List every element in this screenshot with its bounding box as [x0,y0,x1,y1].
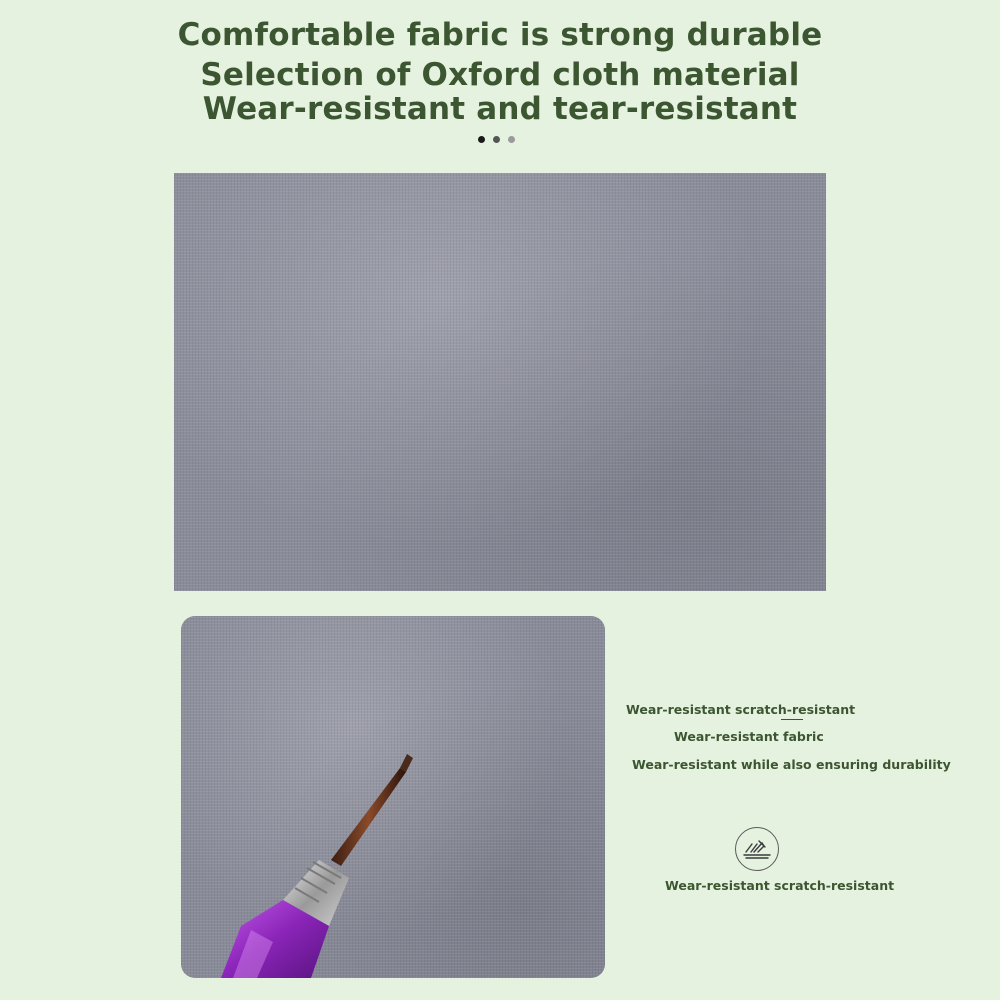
fabric-screwdriver-image [181,616,605,978]
feature-underline [781,719,803,720]
carousel-dot-1[interactable] [478,136,485,143]
badge-caption: Wear-resistant scratch-resistant [665,878,895,893]
feature-durability: Wear-resistant while also ensuring durability [632,757,951,772]
feature-fabric: Wear-resistant fabric [674,729,824,744]
carousel-dot-2[interactable] [493,136,500,143]
headline-line-3: Wear-resistant and tear-resistant [202,91,798,127]
fabric-texture-image [174,173,826,591]
headline-line-1: Comfortable fabric is strong durable [177,17,823,53]
carousel-dot-3[interactable] [508,136,515,143]
headline-line-2: Selection of Oxford cloth material [200,57,800,93]
feature-scratch-resistant: Wear-resistant scratch-resistant [626,702,856,717]
screwdriver-illustration [181,616,605,978]
carousel-dots [478,136,515,143]
scratch-resistant-icon [735,827,779,871]
